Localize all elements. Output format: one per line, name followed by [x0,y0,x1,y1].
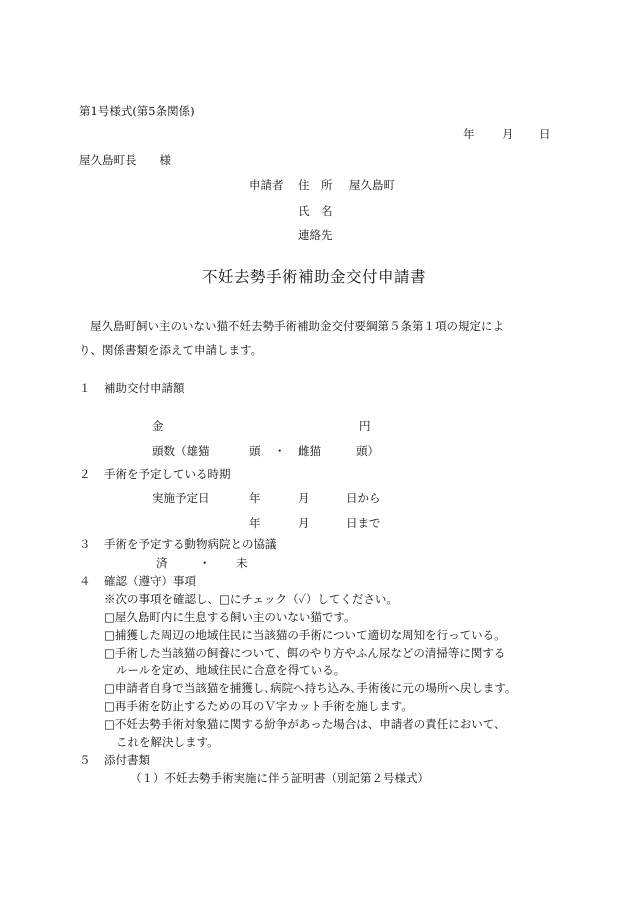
count-female-label: 雌猫 [298,444,321,458]
consult-done: 済 [156,556,168,570]
count-suffix: 頭） [356,444,379,458]
date-month: 月 [502,127,514,141]
planned-date-label: 実施予定日 [152,491,210,505]
section4-note: ※次の事項を確認し、□にチェック（✓）してください。 [104,592,398,606]
from-day: 日から [346,491,381,505]
form-number: 第1号様式(第5条関係) [79,104,195,118]
count-prefix: 頭数（雄猫 [152,444,210,458]
section4-heading: 確認（遵守）事項 [104,574,196,588]
contact-label: 連絡先 [298,228,333,242]
date-day: 日 [539,127,551,141]
check-item-6-cont: これを解決します。 [116,735,219,749]
section2-heading: 手術を予定している時期 [104,467,231,481]
count-separator: ・ [274,444,286,458]
check-item-3-cont: ルールを定め、地域住民に合意を得ている。 [116,663,346,677]
name-label: 氏 名 [298,204,333,218]
check-item-2: □捕獲した周辺の地域住民に当該猫の手術について適切な周知を行っている。 [104,628,506,642]
check-item-1: □屋久島町内に生息する飼い主のいない猫です。 [104,610,356,624]
document-title: 不妊去勢手術補助金交付申請書 [202,268,427,286]
section1-heading: 補助交付申請額 [104,381,185,395]
check-item-6: □不妊去勢手術対象猫に関する紛争があった場合は、申請者の責任において、 [104,717,506,731]
from-year: 年 [249,491,261,505]
date-year: 年 [463,127,475,141]
amount-unit: 円 [359,419,371,433]
section3-number: ３ [79,537,91,551]
to-month: 月 [298,516,310,530]
intro-line-2: り、関係書類を添えて申請します。 [79,343,263,357]
check-item-3: □手術した当該猫の飼養について、餌のやり方やふん尿などの清掃等に関する [104,646,506,660]
section5-number: ５ [79,753,91,767]
consult-not-yet: 未 [236,556,248,570]
check-item-4: □申請者自身で当該猫を捕獲し､病院へ持ち込み､手術後に元の場所へ戻します。 [104,681,517,695]
section5-heading: 添付書類 [104,753,150,767]
address-value: 屋久島町 [349,178,395,192]
to-day: 日まで [346,516,381,530]
check-item-5: □再手術を防止するための耳のＶ字カット手術を施します。 [104,699,413,713]
consult-separator: ・ [199,556,211,570]
count-male-unit: 頭 [249,444,261,458]
attachment-item-1: （１）不妊去勢手術実施に伴う証明書（別記第２号様式） [130,771,429,785]
address-label: 住 所 [298,178,333,192]
section2-number: ２ [79,467,91,481]
section1-number: １ [79,381,91,395]
intro-line-1: 屋久島町飼い主のいない猫不妊去勢手術補助金交付要綱第５条第１項の規定によ [90,319,504,333]
addressee: 屋久島町長 様 [79,153,171,167]
section4-number: ４ [79,574,91,588]
from-month: 月 [298,491,310,505]
to-year: 年 [249,516,261,530]
applicant-label: 申請者 [249,178,284,192]
section3-heading: 手術を予定する動物病院との協議 [104,537,277,551]
amount-label: 金 [152,419,164,433]
